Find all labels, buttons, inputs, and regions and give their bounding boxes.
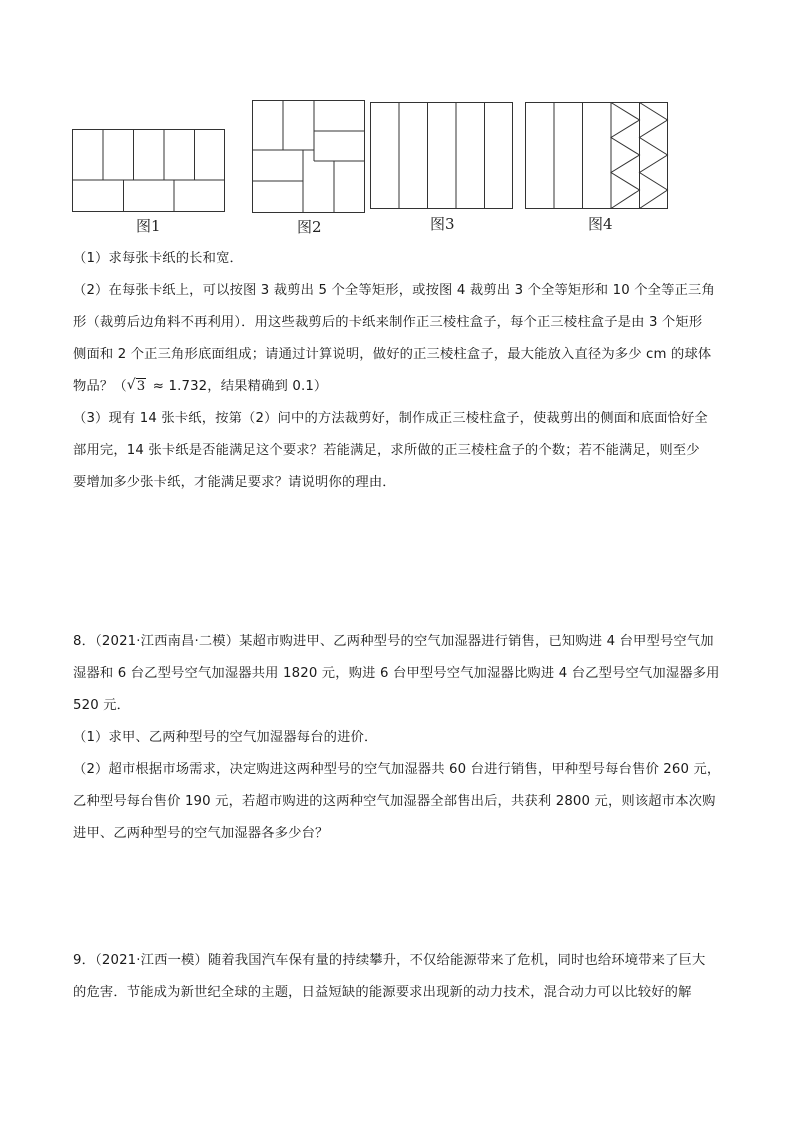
figure-1-diagram [72, 129, 226, 213]
q7-part2-line1: （2）在每张卡纸上，可以按图 3 裁剪出 5 个全等矩形，或按图 4 裁剪出 3 个全等矩形和 10 个全等正三角 [73, 283, 715, 298]
q7-part2-line4-prefix: 物品？（ [73, 379, 127, 394]
fig4-triangle-zigzag [611, 103, 640, 209]
figure-2-svg [252, 100, 366, 214]
fig2-outer-square [253, 101, 365, 213]
q7-part3-line3: 要增加多少张卡纸，才能满足要求？请说明你的理由． [73, 475, 396, 490]
q7-part2-line3: 侧面和 2 个正三角形底面组成；请通过计算说明，做好的正三棱柱盒子，最大能放入直径为多少 cm 的球体 [73, 347, 712, 362]
figure-3-caption: 图3 [430, 215, 455, 233]
figure-4-caption: 图4 [588, 215, 613, 233]
q8-stem-line1: 8．（2021·江西南昌·二模）某超市购进甲、乙两种型号的空气加湿器进行销售，已知购进 4 台甲型号空气加 [73, 634, 714, 649]
figure-4-svg [525, 102, 669, 210]
q8-part2-line3: 进甲、乙两种型号的空气加湿器各多少台？ [73, 826, 329, 841]
q7-part2-line2: 形（裁剪后边角料不再利用）．用这些裁剪后的卡纸来制作正三棱柱盒子，每个正三棱柱盒子是由 3 个矩形 [73, 315, 703, 330]
q8-stem-line3: 520 元． [73, 698, 131, 713]
fig4-outer-rect [526, 103, 668, 209]
figure-4-diagram [525, 102, 669, 210]
fig1-outer-rect [73, 130, 225, 212]
q9-stem-line1: 9．（2021·江西一模）随着我国汽车保有量的持续攀升，不仅给能源带来了危机，同时也给环境带来了巨大 [73, 953, 706, 968]
q7-part3-line2: 部用完，14 张卡纸是否能满足这个要求？若能满足，求所做的正三棱柱盒子的个数；若不能满足，则至少 [73, 443, 700, 458]
q9-stem-line2: 的危害．节能成为新世纪全球的主题，日益短缺的能源要求出现新的动力技术，混合动力可以比较好的解 [73, 985, 692, 1000]
figure-3-svg [370, 102, 514, 210]
q7-part3-line1: （3）现有 14 张卡纸，按第（2）问中的方法裁剪好，制作成正三棱柱盒子，使裁剪出的侧面和底面恰好全 [73, 411, 708, 426]
q8-part2-line1: （2）超市根据市场需求，决定购进这两种型号的空气加湿器共 60 台进行销售，甲种型号每台售价 260 元， [73, 762, 721, 777]
q7-part2-line4-suffix: ≈ 1.732，结果精确到 0.1） [148, 379, 328, 394]
figure-2-diagram [252, 100, 366, 214]
sqrt-radicand: 3 [136, 379, 146, 394]
q7-part2-line4 [73, 378, 327, 396]
figure-1-caption: 图1 [136, 217, 161, 235]
q8-part2-line2: 乙种型号每台售价 190 元，若超市购进的这两种空气加湿器全部售出后，共获利 2800 元，则该超市本次购 [73, 794, 716, 809]
fig4-triangle-zigzag [640, 103, 668, 209]
figure-3-diagram [370, 102, 514, 210]
sqrt-symbol [127, 378, 147, 396]
q8-part1: （1）求甲、乙两种型号的空气加湿器每台的进价． [73, 730, 378, 745]
radical-sign-icon: √ [126, 377, 136, 393]
q7-part1: （1）求每张卡纸的长和宽． [73, 251, 243, 266]
fig3-outer-rect [371, 103, 513, 209]
figure-1-svg [72, 129, 226, 213]
figure-2-caption: 图2 [297, 218, 322, 236]
q8-stem-line2: 湿器和 6 台乙型号空气加湿器共用 1820 元，购进 6 台甲型号空气加湿器比购进 4 台乙型号空气加湿器多用 [73, 666, 720, 681]
